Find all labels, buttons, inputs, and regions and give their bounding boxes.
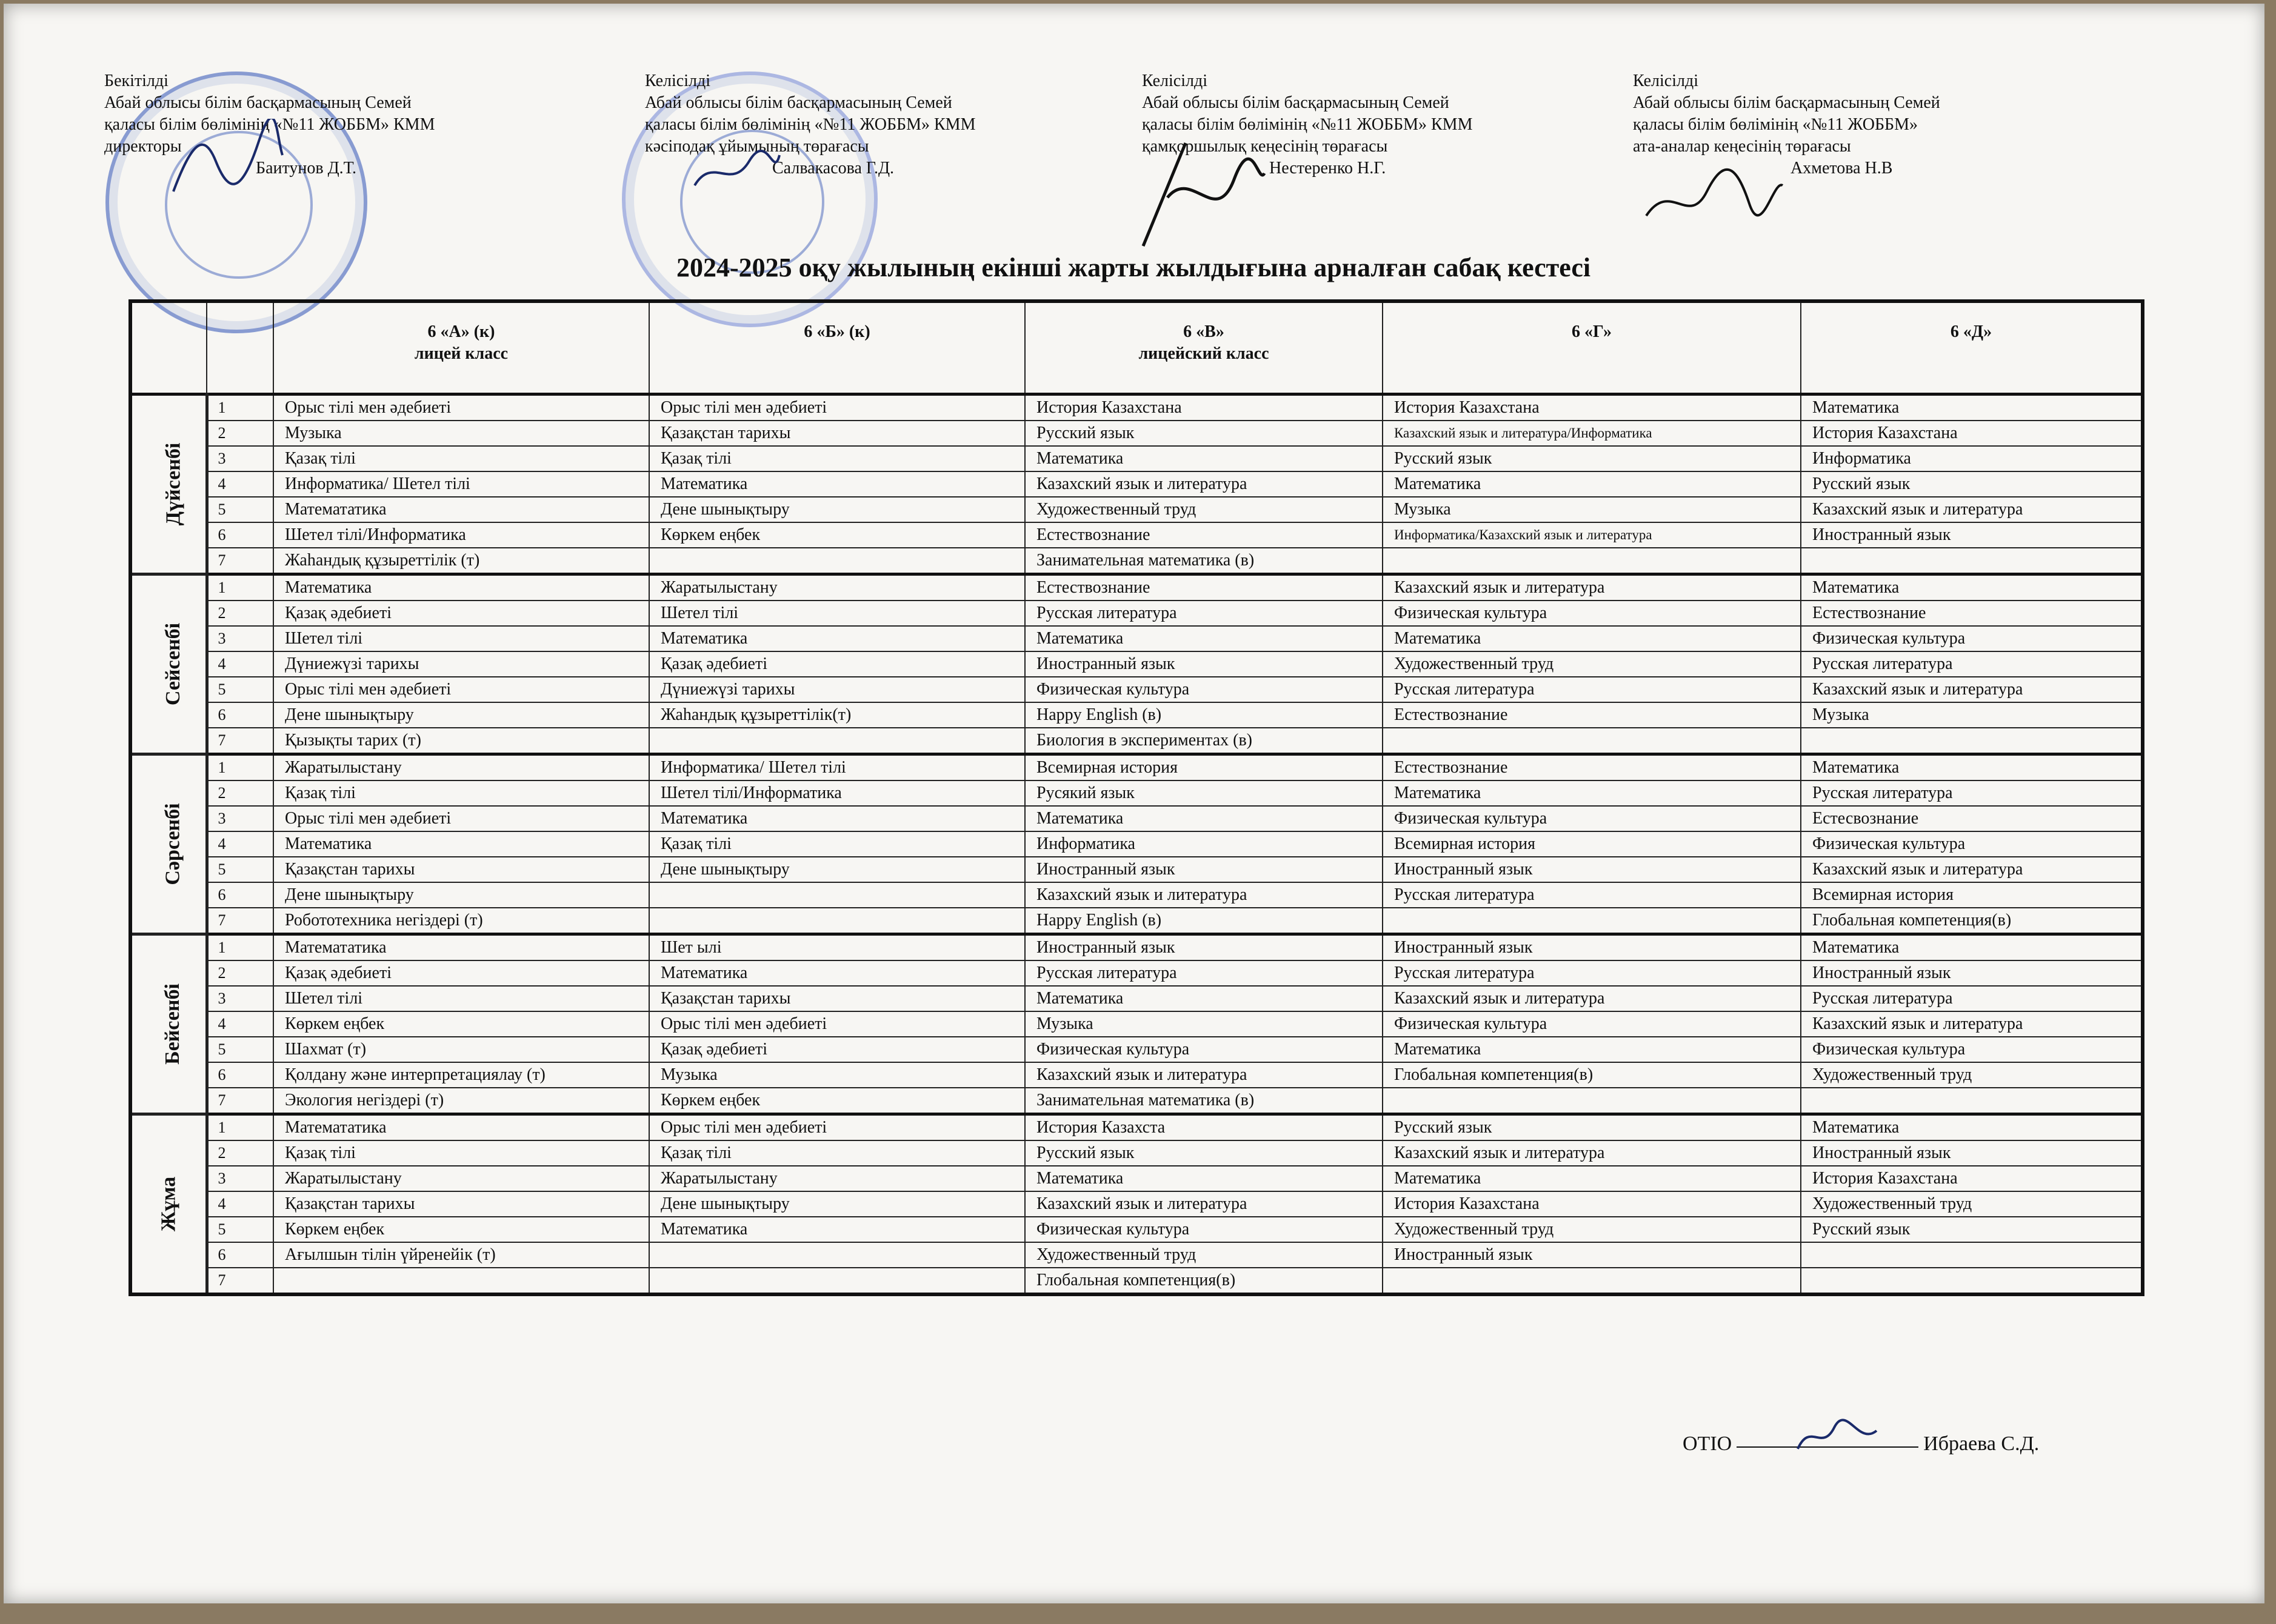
day-name: Жұма [157, 1176, 180, 1232]
lesson-cell: Математика [1801, 574, 2143, 601]
lesson-cell: Экология негіздері (т) [273, 1088, 649, 1114]
table-row [130, 1011, 2143, 1037]
lesson-cell: Музыка [1383, 497, 1801, 522]
lesson-cell [649, 1242, 1025, 1268]
lesson-cell: Математика [1025, 806, 1383, 831]
lesson-cell: Казахский язык и литература [1025, 1062, 1383, 1088]
lesson-cell: Математика [1025, 986, 1383, 1011]
signature-director [167, 119, 289, 204]
lesson-cell: Орыс тілі мен әдебиеті [649, 1011, 1025, 1037]
lesson-cell [1801, 728, 2143, 754]
lesson-cell: Музыка [649, 1062, 1025, 1088]
lesson-cell: Қазақ тілі [273, 1140, 649, 1166]
lesson-cell [1383, 548, 1801, 574]
lesson-cell: Қазақ әдебиеті [649, 651, 1025, 677]
schedule-table [128, 299, 2144, 1296]
approval-line: директоры [104, 137, 182, 156]
lesson-cell: Математика [649, 1217, 1025, 1242]
lesson-number: 2 [207, 780, 273, 806]
lesson-number: 5 [207, 497, 273, 522]
lesson-cell: Информатика/ Шетел тілі [273, 471, 649, 497]
lesson-cell: Всемирная история [1801, 882, 2143, 908]
table-row [130, 1140, 2143, 1166]
lesson-cell: Шетел тілі [273, 626, 649, 651]
lesson-cell: Казахский язык и литература [1383, 1140, 1801, 1166]
table-header-row [130, 301, 2143, 394]
lesson-cell: Математика [1801, 754, 2143, 781]
approval-line: ата-аналар кеңесінің төрағасы [1633, 137, 1851, 156]
lesson-cell: Математика [1383, 471, 1801, 497]
lesson-cell: Русский язык [1025, 421, 1383, 446]
lesson-cell: Математика [273, 831, 649, 857]
day-label-cell [130, 934, 207, 1114]
lesson-number: 3 [207, 986, 273, 1011]
approval-line: кәсіподақ ұйымының төрағасы [645, 137, 869, 156]
lesson-cell: История Казахстана [1801, 421, 2143, 446]
lesson-cell: Физическая культура [1025, 1037, 1383, 1062]
lesson-cell: Математика [1801, 394, 2143, 421]
lesson-cell: Русская литература [1383, 677, 1801, 702]
lesson-cell: Көркем еңбек [273, 1217, 649, 1242]
table-row [130, 882, 2143, 908]
lesson-cell: Математика [649, 960, 1025, 986]
lesson-cell: Көркем еңбек [649, 522, 1025, 548]
lesson-cell: Математика [273, 574, 649, 601]
lesson-cell: История Казахстана [1383, 1191, 1801, 1217]
lesson-number: 1 [207, 1114, 273, 1141]
lesson-cell: Орыс тілі мен әдебиеті [273, 394, 649, 421]
table-row [130, 421, 2143, 446]
header-class-b: 6 «Б» (к) [649, 301, 1025, 394]
lesson-cell: Казахский язык и литература [1383, 986, 1801, 1011]
approval-line: қаласы білім бөлімінің «№11 ЖОББМ» КММ [645, 115, 976, 134]
lesson-cell: Дене шынықтыру [273, 882, 649, 908]
lesson-cell: Естествознание [1025, 574, 1383, 601]
lesson-cell: Казахский язык и литература [1801, 857, 2143, 882]
lesson-cell: Казахский язык и литература [1801, 497, 2143, 522]
signature-trustees [1131, 131, 1270, 252]
approval-signer: Баитунов Д.Т. [256, 159, 356, 178]
lesson-cell: Казахский язык и литература [1025, 1191, 1383, 1217]
lesson-cell: Физическая культура [1801, 626, 2143, 651]
day-name: Сәрсенбі [161, 803, 184, 885]
table-row [130, 702, 2143, 728]
day-name: Дүйсенбі [162, 442, 185, 526]
lesson-cell: Дене шынықтыру [649, 1191, 1025, 1217]
lesson-cell: Естествознание [1025, 522, 1383, 548]
lesson-cell [1801, 1088, 2143, 1114]
approval-line: Келісілді [645, 72, 710, 90]
lesson-cell: Орыс тілі мен әдебиеті [649, 394, 1025, 421]
day-name: Бейсенбі [161, 983, 184, 1065]
lesson-cell: Информатика/Казахский язык и литература [1383, 522, 1801, 548]
lesson-cell: Глобальная компетенция(в) [1801, 908, 2143, 934]
lesson-number: 6 [207, 522, 273, 548]
approval-line: Абай облысы білім басқармасының Семей [645, 93, 952, 112]
table-row [130, 857, 2143, 882]
lesson-cell: Жаратылыстану [273, 1166, 649, 1191]
header-class-a: 6 «А» (к) лицей класс [273, 301, 649, 394]
lesson-number: 1 [207, 394, 273, 421]
day-label-cell [130, 574, 207, 754]
lesson-cell: Happy English (в) [1025, 702, 1383, 728]
lesson-cell: Қазақстан тарихы [649, 421, 1025, 446]
lesson-cell: Иностранный язык [1383, 934, 1801, 961]
lesson-cell: Ағылшын тілін үйренейік (т) [273, 1242, 649, 1268]
signature-otio [1792, 1416, 1883, 1458]
header-day-col [130, 301, 207, 394]
lesson-cell [649, 908, 1025, 934]
lesson-cell: Глобальная компетенция(в) [1025, 1268, 1383, 1294]
approval-signer: Салвакасова Г.Д. [772, 159, 895, 178]
approval-line: Келісілді [1142, 72, 1207, 90]
lesson-cell: История Казахста [1025, 1114, 1383, 1141]
lesson-cell: Всемирная история [1383, 831, 1801, 857]
lesson-cell: Естествознание [1383, 702, 1801, 728]
lesson-cell: Казахский язык и литература [1801, 1011, 2143, 1037]
lesson-cell: Қазақстан тарихы [273, 857, 649, 882]
lesson-cell: Қазақ әдебиеті [649, 1037, 1025, 1062]
lesson-cell: Всемирная история [1025, 754, 1383, 781]
lesson-cell: Естествознание [1801, 601, 2143, 626]
lesson-cell: Физическая культура [1383, 806, 1801, 831]
lesson-number: 5 [207, 1037, 273, 1062]
header-class-d: 6 «Д» [1801, 301, 2143, 394]
page-title: 2024-2025 оқу жылының екінші жарты жылдығына арналған сабақ кестесі [676, 253, 1591, 282]
lesson-cell: Музыка [1025, 1011, 1383, 1037]
lesson-cell: Русский язык [1801, 1217, 2143, 1242]
lesson-cell [1383, 908, 1801, 934]
day-label-cell [130, 394, 207, 574]
table-row [130, 780, 2143, 806]
lesson-cell: Биология в экспериментах (в) [1025, 728, 1383, 754]
table-row [130, 1242, 2143, 1268]
lesson-cell: Көркем еңбек [273, 1011, 649, 1037]
table-row [130, 986, 2143, 1011]
lesson-cell: Русская литература [1025, 601, 1383, 626]
lesson-number: 7 [207, 548, 273, 574]
lesson-cell: Физическая культура [1801, 1037, 2143, 1062]
lesson-cell: Жаратылыстану [273, 754, 649, 781]
lesson-cell [1801, 548, 2143, 574]
approval-line: Бекітілді [104, 72, 169, 90]
lesson-cell: Дене шынықтыру [273, 702, 649, 728]
table-row [130, 728, 2143, 754]
lesson-cell: Информатика [1025, 831, 1383, 857]
lesson-cell: История Казахстана [1383, 394, 1801, 421]
lesson-cell: Занимательная математика (в) [1025, 1088, 1383, 1114]
lesson-number: 3 [207, 806, 273, 831]
lesson-number: 4 [207, 1011, 273, 1037]
day-label-cell [130, 1114, 207, 1295]
lesson-cell: Русская литература [1801, 780, 2143, 806]
lesson-number: 1 [207, 754, 273, 781]
lesson-number: 2 [207, 960, 273, 986]
table-row [130, 522, 2143, 548]
lesson-cell: История Казахстана [1801, 1166, 2143, 1191]
lesson-cell: Иностранный язык [1383, 1242, 1801, 1268]
lesson-cell: Шетел тілі [649, 601, 1025, 626]
lesson-cell: Қазақстан тарихы [649, 986, 1025, 1011]
approval-signer: Ахметова Н.В [1790, 159, 1893, 178]
lesson-cell: Музыка [1801, 702, 2143, 728]
lesson-cell: Информатика/ Шетел тілі [649, 754, 1025, 781]
lesson-number: 1 [207, 934, 273, 961]
lesson-cell: Математика [649, 471, 1025, 497]
table-row [130, 934, 2143, 961]
lesson-number: 6 [207, 702, 273, 728]
lesson-cell: Художественный труд [1025, 1242, 1383, 1268]
lesson-cell: Казахский язык и литература [1025, 882, 1383, 908]
lesson-cell: Математика [1383, 626, 1801, 651]
footer-label: ОТІО [1683, 1433, 1732, 1455]
table-row [130, 1037, 2143, 1062]
lesson-cell: Иностранный язык [1383, 857, 1801, 882]
table-row [130, 1268, 2143, 1294]
lesson-cell: Жаратылыстану [649, 574, 1025, 601]
table-row [130, 908, 2143, 934]
day-label-cell [130, 754, 207, 934]
lesson-cell: Художественный труд [1025, 497, 1383, 522]
lesson-cell: Қызықты тарих (т) [273, 728, 649, 754]
table-row [130, 677, 2143, 702]
table-row [130, 831, 2143, 857]
table-row [130, 754, 2143, 781]
lesson-number: 6 [207, 1062, 273, 1088]
lesson-cell: Математика [1025, 626, 1383, 651]
lesson-cell: Русский язык [1383, 446, 1801, 471]
approval-signer: Нестеренко Н.Г. [1269, 159, 1386, 178]
lesson-cell: Казахский язык и литература/Информатика [1383, 421, 1801, 446]
lesson-number: 4 [207, 831, 273, 857]
lesson-cell: Физическая культура [1025, 677, 1383, 702]
lesson-number: 7 [207, 1088, 273, 1114]
lesson-cell: Естесвознание [1801, 806, 2143, 831]
lesson-number: 7 [207, 1268, 273, 1294]
lesson-cell: Физическая культура [1383, 601, 1801, 626]
lesson-cell: Русский язык [1801, 471, 2143, 497]
approval-line: Абай облысы білім басқармасының Семей [1142, 93, 1449, 112]
lesson-cell: Математатика [273, 934, 649, 961]
lesson-cell: Русский язык [1025, 1140, 1383, 1166]
lesson-cell: Русский язык [1383, 1114, 1801, 1141]
lesson-cell [1383, 728, 1801, 754]
lesson-cell [649, 882, 1025, 908]
lesson-cell: Дене шынықтыру [649, 497, 1025, 522]
lesson-cell [649, 728, 1025, 754]
day-name: Сейсенбі [162, 622, 185, 706]
lesson-cell: Русская литература [1801, 651, 2143, 677]
table-row [130, 1191, 2143, 1217]
table-row [130, 446, 2143, 471]
lesson-cell [649, 548, 1025, 574]
lesson-cell: Естествознание [1383, 754, 1801, 781]
footer-signer: Ибраева С.Д. [1923, 1433, 2040, 1455]
lesson-cell: Казахский язык и литература [1383, 574, 1801, 601]
lesson-cell: Математика [1025, 446, 1383, 471]
lesson-cell: Математика [649, 806, 1025, 831]
signature-parents [1640, 155, 1786, 234]
lesson-cell: Информатика [1801, 446, 2143, 471]
lesson-cell: Физическая культура [1383, 1011, 1801, 1037]
approval-line: қаласы білім бөлімінің «№11 ЖОББМ» КММ [1142, 115, 1473, 134]
lesson-cell: Шетел тілі/Информатика [649, 780, 1025, 806]
lesson-cell [273, 1268, 649, 1294]
lesson-cell: Русская литература [1383, 882, 1801, 908]
lesson-number: 3 [207, 1166, 273, 1191]
approval-line: қаласы білім бөлімінің «№11 ЖОББМ» [1633, 115, 1918, 134]
lesson-number: 5 [207, 677, 273, 702]
lesson-cell: Русская литература [1383, 960, 1801, 986]
lesson-number: 2 [207, 601, 273, 626]
lesson-number: 4 [207, 651, 273, 677]
document-page [4, 4, 2264, 1603]
lesson-cell: Математика [1383, 780, 1801, 806]
lesson-number: 2 [207, 1140, 273, 1166]
lesson-cell: Физическая культура [1801, 831, 2143, 857]
lesson-cell: Орыс тілі мен әдебиеті [273, 677, 649, 702]
table-row [130, 1062, 2143, 1088]
lesson-cell: Қазақстан тарихы [273, 1191, 649, 1217]
lesson-cell: Жаһандық құзыреттілік(т) [649, 702, 1025, 728]
lesson-cell [1801, 1242, 2143, 1268]
signature-union [689, 143, 786, 198]
lesson-cell: Дүниежүзі тарихы [273, 651, 649, 677]
lesson-cell: Шахмат (т) [273, 1037, 649, 1062]
lesson-cell: Қазақ тілі [273, 780, 649, 806]
table-row [130, 1217, 2143, 1242]
table-row [130, 1088, 2143, 1114]
table-row [130, 601, 2143, 626]
table-row [130, 574, 2143, 601]
lesson-cell: Жаһандық құзыреттілік (т) [273, 548, 649, 574]
lesson-cell: Орыс тілі мен әдебиеті [273, 806, 649, 831]
lesson-cell: Художественный труд [1801, 1191, 2143, 1217]
approval-line: Абай облысы білім басқармасының Семей [1633, 93, 1940, 112]
lesson-cell: Қазақ тілі [649, 831, 1025, 857]
lesson-number: 6 [207, 882, 273, 908]
lesson-cell: Глобальная компетенция(в) [1383, 1062, 1801, 1088]
schedule-body [130, 394, 2143, 1295]
lesson-cell: Иностранный язык [1025, 857, 1383, 882]
lesson-cell: Русская литература [1025, 960, 1383, 986]
lesson-cell [1801, 1268, 2143, 1294]
lesson-cell: Казахский язык и литература [1801, 677, 2143, 702]
lesson-cell: Иностранный язык [1801, 960, 2143, 986]
table-row [130, 394, 2143, 421]
approval-line: қамқоршылық кеңесінің төрағасы [1142, 137, 1388, 156]
table-row [130, 626, 2143, 651]
lesson-cell: Математика [1801, 934, 2143, 961]
lesson-cell: Жаратылыстану [649, 1166, 1025, 1191]
lesson-cell: Робототехника негіздері (т) [273, 908, 649, 934]
header-class-v: 6 «В» лицейский класс [1025, 301, 1383, 394]
lesson-number: 4 [207, 471, 273, 497]
lesson-cell: Математика [649, 626, 1025, 651]
lesson-cell: Қазақ әдебиеті [273, 960, 649, 986]
lesson-number: 7 [207, 908, 273, 934]
lesson-cell: Шетел тілі/Информатика [273, 522, 649, 548]
lesson-cell: Художественный труд [1383, 651, 1801, 677]
lesson-cell: Көркем еңбек [649, 1088, 1025, 1114]
lesson-cell: История Казахстана [1025, 394, 1383, 421]
lesson-cell: Математика [1383, 1166, 1801, 1191]
lesson-cell: Математика [1025, 1166, 1383, 1191]
lesson-cell: Математика [1801, 1114, 2143, 1141]
lesson-cell: Русякий язык [1025, 780, 1383, 806]
lesson-cell [649, 1268, 1025, 1294]
lesson-cell: Қазақ тілі [649, 446, 1025, 471]
lesson-number: 3 [207, 446, 273, 471]
lesson-number: 5 [207, 857, 273, 882]
lesson-cell: Happy English (в) [1025, 908, 1383, 934]
lesson-cell: Орыс тілі мен әдебиеті [649, 1114, 1025, 1141]
table-row [130, 497, 2143, 522]
lesson-cell: Қолдану және интерпретациялау (т) [273, 1062, 649, 1088]
lesson-cell: Қазақ тілі [649, 1140, 1025, 1166]
lesson-number: 1 [207, 574, 273, 601]
lesson-cell [1383, 1088, 1801, 1114]
header-num-col [207, 301, 273, 394]
lesson-cell: Музыка [273, 421, 649, 446]
lesson-cell: Иностранный язык [1025, 934, 1383, 961]
lesson-cell: Художественный труд [1801, 1062, 2143, 1088]
header-class-g: 6 «Г» [1383, 301, 1801, 394]
lesson-cell: Физическая культура [1025, 1217, 1383, 1242]
lesson-cell: Русская литература [1801, 986, 2143, 1011]
table-row [130, 1114, 2143, 1141]
table-row [130, 651, 2143, 677]
lesson-cell: Математика [1383, 1037, 1801, 1062]
table-row [130, 806, 2143, 831]
lesson-cell: Шет ылі [649, 934, 1025, 961]
table-row [130, 1166, 2143, 1191]
lesson-cell: Иностранный язык [1801, 522, 2143, 548]
lesson-number: 2 [207, 421, 273, 446]
lesson-number: 6 [207, 1242, 273, 1268]
lesson-cell: Математатика [273, 497, 649, 522]
approval-line: Абай облысы білім басқармасының Семей [104, 93, 412, 112]
approval-line: Келісілді [1633, 72, 1698, 90]
table-row [130, 471, 2143, 497]
lesson-cell: Шетел тілі [273, 986, 649, 1011]
table-row [130, 960, 2143, 986]
lesson-cell: Казахский язык и литература [1025, 471, 1383, 497]
lesson-cell: Дене шынықтыру [649, 857, 1025, 882]
lesson-number: 3 [207, 626, 273, 651]
approval-line: қаласы білім бөлімінің «№11 ЖОББМ» КММ [104, 115, 435, 134]
lesson-cell: Қазақ әдебиеті [273, 601, 649, 626]
lesson-number: 5 [207, 1217, 273, 1242]
lesson-number: 7 [207, 728, 273, 754]
lesson-cell: Дүниежүзі тарихы [649, 677, 1025, 702]
lesson-number: 4 [207, 1191, 273, 1217]
lesson-cell: Иностранный язык [1801, 1140, 2143, 1166]
lesson-cell: Художественный труд [1383, 1217, 1801, 1242]
lesson-cell: Иностранный язык [1025, 651, 1383, 677]
lesson-cell: Математатика [273, 1114, 649, 1141]
table-row [130, 548, 2143, 574]
lesson-cell [1383, 1268, 1801, 1294]
lesson-cell: Қазақ тілі [273, 446, 649, 471]
lesson-cell: Занимательная математика (в) [1025, 548, 1383, 574]
